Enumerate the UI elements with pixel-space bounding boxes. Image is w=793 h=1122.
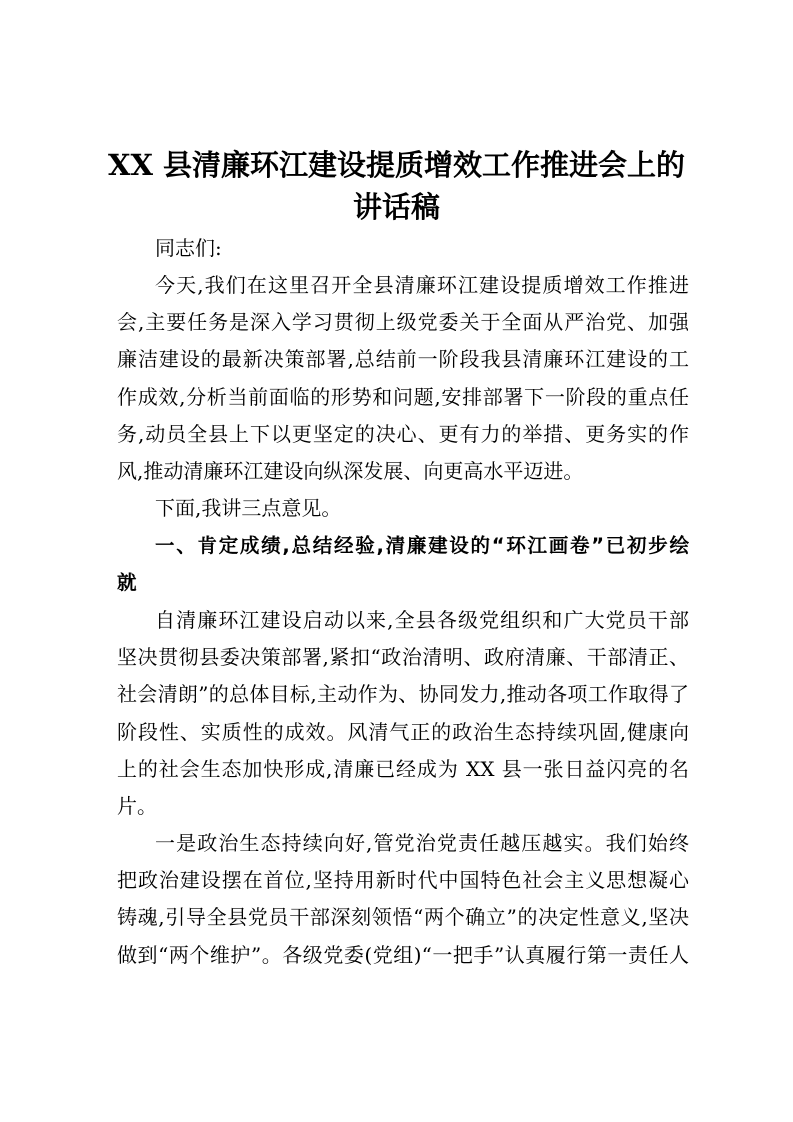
heading-line: 一、肯定成绩,总结经验,清廉建设的“环江画卷”已初步绘 — [155, 534, 689, 557]
salutation-paragraph — [117, 230, 689, 267]
paragraph-line: 一是政治生态持续向好,管党治党责任越压越实。我们始终 — [155, 831, 689, 855]
paragraph-line: 务,动员全县上下以更坚定的决心、更有力的举措、更务实的作 — [117, 421, 689, 446]
point-1-paragraph — [117, 825, 689, 974]
paragraph-line: 会,主要任务是深入学习贯彻上级党委关于全面从严治党、加强 — [117, 310, 689, 335]
salutation-line: 同志们: — [155, 236, 222, 260]
paragraph-line: 今天,我们在这里召开全县清廉环江建设提质增效工作推进 — [155, 273, 689, 297]
paragraph-line: 阶段性、实质性的成效。风清气正的政治生态持续巩固,健康向 — [117, 719, 689, 744]
paragraph-line: 社会清朗”的总体目标,主动作为、协同发力,推动各项工作取得了 — [117, 682, 689, 707]
transition-paragraph — [117, 490, 689, 527]
paragraph-line: 风,推动清廉环江建设向纵深发展、向更高水平迈进。 — [117, 459, 584, 484]
section-1-paragraph — [117, 602, 689, 825]
paragraph-line: 下面,我讲三点意见。 — [155, 496, 342, 520]
opening-paragraph — [117, 267, 689, 490]
document-title-line-1: XX 县清廉环江建设提质增效工作推进会上的 — [107, 148, 686, 182]
paragraph-line: 自清廉环江建设启动以来,全县各级党组织和广大党员干部 — [155, 608, 689, 632]
paragraph-line: 上的社会生态加快形成,清廉已经成为 XX 县一张日益闪亮的名 — [117, 756, 689, 781]
paragraph-line: 片。 — [117, 794, 157, 819]
paragraph-line: 作成效,分析当前面临的形势和问题,安排部署下一阶段的重点任 — [117, 384, 689, 409]
paragraph-line: 铸魂,引导全县党员干部深刻领悟“两个确立”的决定性意义,坚决 — [117, 905, 689, 930]
paragraph-line: 廉洁建设的最新决策部署,总结前一阶段我县清廉环江建设的工 — [117, 347, 689, 372]
paragraph-line: 坚决贯彻县委决策部署,紧扣“政治清明、政府清廉、干部清正、 — [117, 645, 689, 670]
document-title-line-2: 讲话稿 — [352, 190, 440, 224]
section-heading-1 — [117, 527, 689, 601]
paragraph-line: 做到“两个维护”。各级党委(党组)“一把手”认真履行第一责任人 — [117, 942, 689, 967]
paragraph-line: 把政治建设摆在首位,坚持用新时代中国特色社会主义思想凝心 — [117, 868, 689, 893]
heading-line: 就 — [117, 571, 137, 595]
